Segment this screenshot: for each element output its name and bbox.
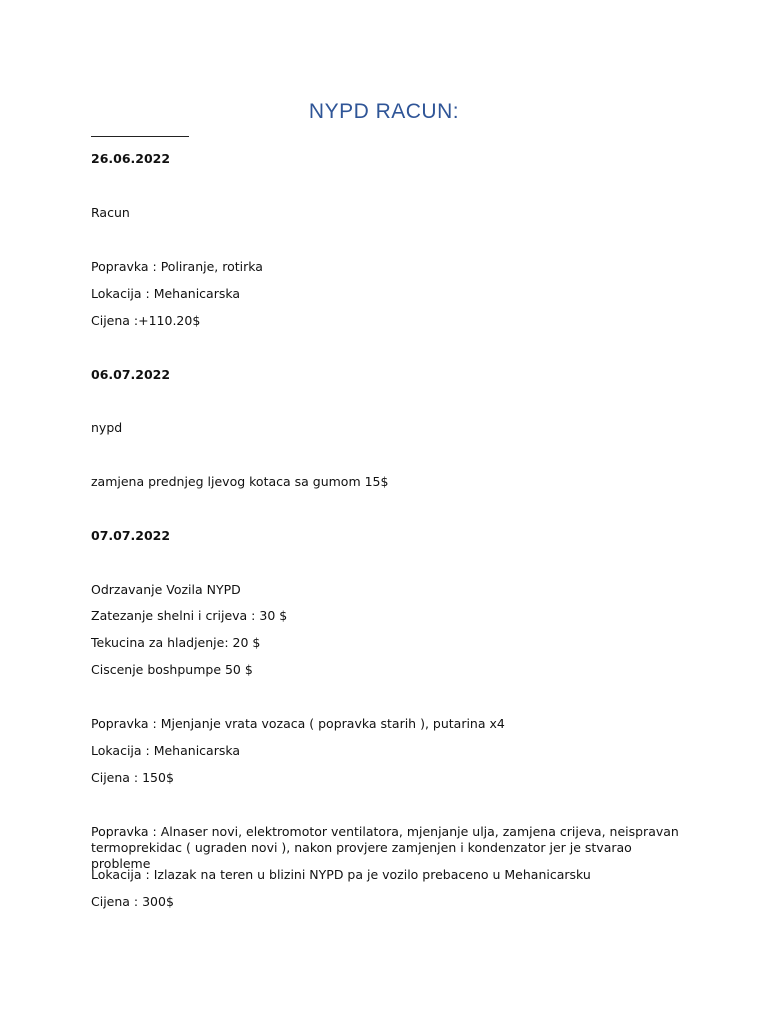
price-line: Cijena :+110.20$: [91, 313, 201, 328]
date-line: 06.07.2022: [91, 367, 171, 382]
item-line: Ciscenje boshpumpe 50 $: [91, 662, 253, 677]
text-line: Racun: [91, 205, 130, 220]
repair-line: Popravka : Poliranje, rotirka: [91, 259, 263, 274]
date-line: 26.06.2022: [91, 151, 171, 166]
text-line: Odrzavanje Vozila NYPD: [91, 582, 241, 597]
text-line: nypd: [91, 420, 123, 435]
document-title: NYPD RACUN:: [308, 100, 460, 123]
title-underline: [91, 136, 189, 137]
repair-line: Popravka : Mjenjanje vrata vozaca ( popravka starih ), putarina x4: [91, 716, 505, 731]
date-line: 07.07.2022: [91, 528, 171, 543]
location-line: Lokacija : Izlazak na teren u blizini NYPD pa je vozilo prebaceno u Mehanicarsku: [91, 867, 591, 882]
item-line: Tekucina za hladjenje: 20 $: [91, 635, 261, 650]
location-line: Lokacija : Mehanicarska: [91, 743, 241, 758]
repair-line: Popravka : Alnaser novi, elektromotor ventilatora, mjenjanje ulja, zamjena crijeva, neispravan termoprekidac ( ugraden novi ), nakon provjere zamjenjen i kondenzator jer je stvarao probleme: [91, 824, 679, 871]
text-line: zamjena prednjeg ljevog kotaca sa gumom 15$: [91, 474, 389, 489]
price-line: Cijena : 150$: [91, 770, 174, 785]
item-line: Zatezanje shelni i crijeva : 30 $: [91, 608, 288, 623]
price-line: Cijena : 300$: [91, 894, 174, 909]
location-line: Lokacija : Mehanicarska: [91, 286, 241, 301]
